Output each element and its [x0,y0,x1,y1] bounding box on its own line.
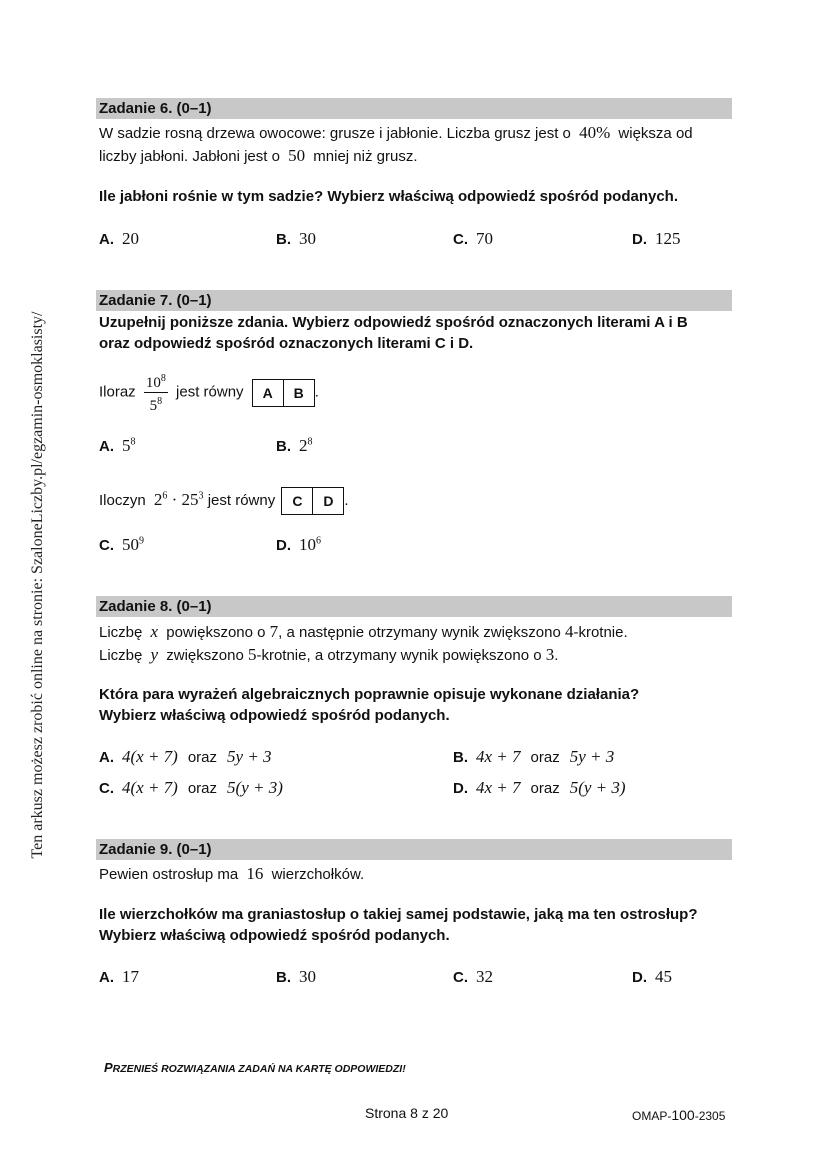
task-7-option-b[interactable]: B. $2^8$ [276,436,313,455]
task-8-option-d[interactable]: D. 4x + 7 oraz 5(y + 3) [453,778,626,797]
task-7-header: Zadanie 7. (0–1) [96,290,732,311]
task-8-option-b[interactable]: B. 4x + 7 oraz 5y + 3 [453,747,615,766]
task-7-option-a[interactable]: A. $5^8$ [99,436,136,455]
task-8-option-c[interactable]: C. 4(x + 7) oraz 5(y + 3) [99,778,283,797]
task-6-option-a[interactable]: A. 20 [99,229,139,248]
task-6-line-1: W sadzie rosną drzewa owocowe: grusze i jabłonie. Liczba grusz jest o 40% większa od [99,123,693,142]
task-9-question-1: Ile wierzchołków ma graniastosłup o takiej samej podstawie, jaką ma ten ostrosłup? [99,906,698,923]
task-7-option-d[interactable]: D. $10^6$ [276,535,321,554]
exam-code: OMAP-100-2305 [632,1107,726,1123]
task-9-question-2: Wybierz właściwą odpowiedź spośród podanych. [99,927,450,944]
task-9-line-1: Pewien ostrosłup ma 16 wierzchołków. [99,864,365,883]
task-7-option-c[interactable]: C. $50^9$ [99,535,144,554]
side-note: Ten arkusz możesz zrobić online na stronie: SzaloneLiczby.pl/egzamin-osmoklasisty/ [29,311,46,859]
task-8-line-2: Liczbę y zwiększono 5-krotnie, a otrzymany wynik powiększono o 3. [99,645,559,664]
box-c[interactable]: C [292,493,303,509]
task-6-question: Ile jabłoni rośnie w tym sadzie? Wybierz właściwą odpowiedź spośród podanych. [99,188,679,205]
task-8-header: Zadanie 8. (0–1) [96,596,732,617]
box-d[interactable]: D [312,488,343,514]
fraction: $\frac{10^8}{5^8}$ [144,370,168,415]
task-7-sentence-1: Iloraz $\frac{10^8}{5^8}$ jest równy A B . [99,370,319,415]
task-6-option-b[interactable]: B. 30 [276,229,316,248]
task-7-instruction-1: Uzupełnij poniższe zdania. Wybierz odpowiedź spośród oznaczonych literami A i B [99,314,688,331]
transfer-note: PRZENIEŚ ROZWIĄZANIA ZADAŃ NA KARTĘ ODPOWIEDZI! [104,1060,406,1075]
task-9-option-c[interactable]: C. 32 [453,967,493,986]
box-b[interactable]: B [283,380,314,406]
task-7-sentence-2: Iloczyn $2^6 \cdot 25^3$ jest równy C D . [99,487,349,515]
page-number: Strona 8 z 20 [365,1105,449,1121]
task-9-option-d[interactable]: D. 45 [632,967,672,986]
task-7-instruction-2: oraz odpowiedź spośród oznaczonych literami C i D. [99,335,474,352]
task-8-question-2: Wybierz właściwą odpowiedź spośród podanych. [99,707,450,724]
task-6-line-2: liczby jabłoni. Jabłoni jest o 50 mniej niż grusz. [99,146,418,165]
answer-box-cd [281,487,344,515]
answer-box-ab [252,379,315,407]
task-6-option-c[interactable]: C. 70 [453,229,493,248]
task-9-option-b[interactable]: B. 30 [276,967,316,986]
task-6-option-d[interactable]: D. 125 [632,229,681,248]
task-6-header: Zadanie 6. (0–1) [96,98,732,119]
task-8-question-1: Która para wyrażeń algebraicznych poprawnie opisuje wykonane działania? [99,686,640,703]
task-8-option-a[interactable]: A. 4(x + 7) oraz 5y + 3 [99,747,272,766]
box-a[interactable]: A [262,384,273,401]
task-9-header: Zadanie 9. (0–1) [96,839,732,860]
task-9-option-a[interactable]: A. 17 [99,967,139,986]
task-8-line-1: Liczbę x powiększono o 7, a następnie otrzymany wynik zwiększono 4-krotnie. [99,622,628,641]
